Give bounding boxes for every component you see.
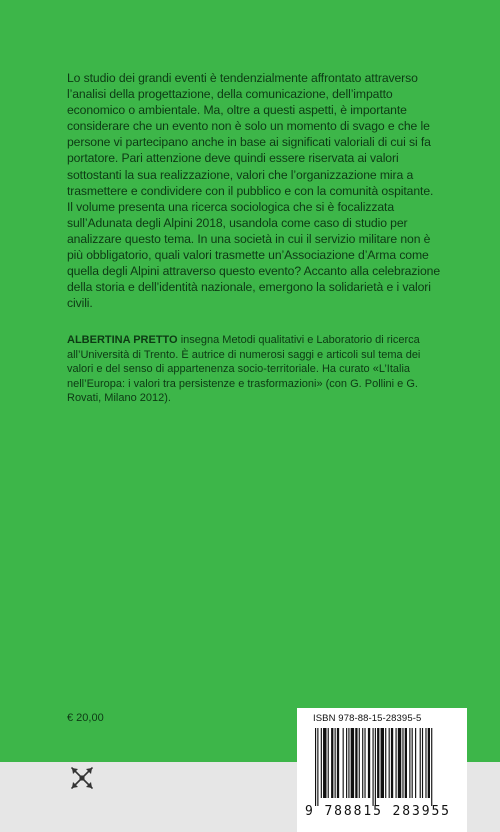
barcode-panel xyxy=(297,708,467,832)
barcode-bar xyxy=(368,728,370,798)
barcode-bar xyxy=(405,728,407,798)
barcode-bar xyxy=(422,728,423,798)
barcode-bar xyxy=(373,728,374,806)
barcode-bar xyxy=(385,728,386,798)
barcode xyxy=(315,728,453,806)
blurb-paragraph: Lo studio dei grandi eventi è tendenzialmente affrontato attraverso l’analisi della progettazione, della comunicazione, dell’impatto economico o ambientale. Ma, oltre a questi aspetti, è importante considerare che un evento non è solo un momento di svago e che le persone vi partecipano anche in base ai significati valoriali di cui si fa portatore. Pari attenzione deve quindi essere riservata ai valori sottostanti la sua realizzazione, valori che l’organizzazione mira a trasmettere e condividere con il pubblico e con la comunità ospitante. Il volume presenta una ricerca sociologica che si è focalizzata sull’Adunata degli Alpini 2018, usandola come caso di studio per analizzare questo tema. In una società in cui il servizio militare non è più obbligatorio, quali valori trasmette un’Associazione d’Arma come quella degli Alpini attraverso questo evento? Accanto alla celebrazione della storia e dell’identità nazionale, emergono la solidarietà e i valori civili. xyxy=(67,71,440,311)
barcode-bar xyxy=(351,728,354,798)
barcode-bar xyxy=(337,728,339,798)
barcode-bar xyxy=(428,728,430,798)
barcode-bar xyxy=(415,728,416,798)
barcode-bar xyxy=(362,728,363,798)
barcode-bar xyxy=(412,728,413,798)
barcode-bar xyxy=(335,728,336,798)
barcode-bar xyxy=(396,728,397,798)
barcode-bar xyxy=(420,728,421,798)
author-name: ALBERTINA PRETTO xyxy=(67,334,178,346)
barcode-bar xyxy=(323,728,326,798)
barcode-bar xyxy=(359,728,360,798)
isbn-digits: 9 788815 283955 xyxy=(305,804,451,819)
blurb-text xyxy=(67,70,442,311)
barcode-bar xyxy=(425,728,426,798)
barcode-bar xyxy=(391,728,393,798)
barcode-bar xyxy=(315,728,316,806)
barcode-bar xyxy=(398,728,401,798)
barcode-bar xyxy=(409,728,410,798)
barcode-bar xyxy=(317,728,318,806)
barcode-bar xyxy=(331,728,333,798)
barcode-bar xyxy=(375,728,376,806)
barcode-bar xyxy=(431,728,432,806)
barcode-bar xyxy=(328,728,329,798)
barcode-bar xyxy=(321,728,322,798)
barcode-bar xyxy=(381,728,384,798)
author-bio-text: insegna Metodi qualitativi e Laboratorio di ricerca all’Università di Trento. È autrice di numerosi saggi e articoli sul tema dei valori e del senso di appartenenza socio-territoriale. Ha curato «L’Italia nell’Europa: i valori tra persistenze e trasformazioni» (con G. Pollini e G. Rovati, Milano 2012). xyxy=(67,334,421,405)
barcode-bar xyxy=(364,728,365,798)
barcode-bar xyxy=(343,728,344,798)
barcode-bar xyxy=(348,728,349,798)
barcode-bar xyxy=(346,728,347,798)
barcode-bar xyxy=(402,728,403,798)
author-bio xyxy=(67,333,442,406)
barcode-bar xyxy=(377,728,379,798)
windmill-logo-icon xyxy=(69,765,95,791)
price-label: € 20,00 xyxy=(67,712,104,724)
isbn-label: ISBN 978-88-15-28395-5 xyxy=(313,713,422,724)
barcode-bar xyxy=(389,728,390,798)
barcode-bar xyxy=(355,728,357,798)
